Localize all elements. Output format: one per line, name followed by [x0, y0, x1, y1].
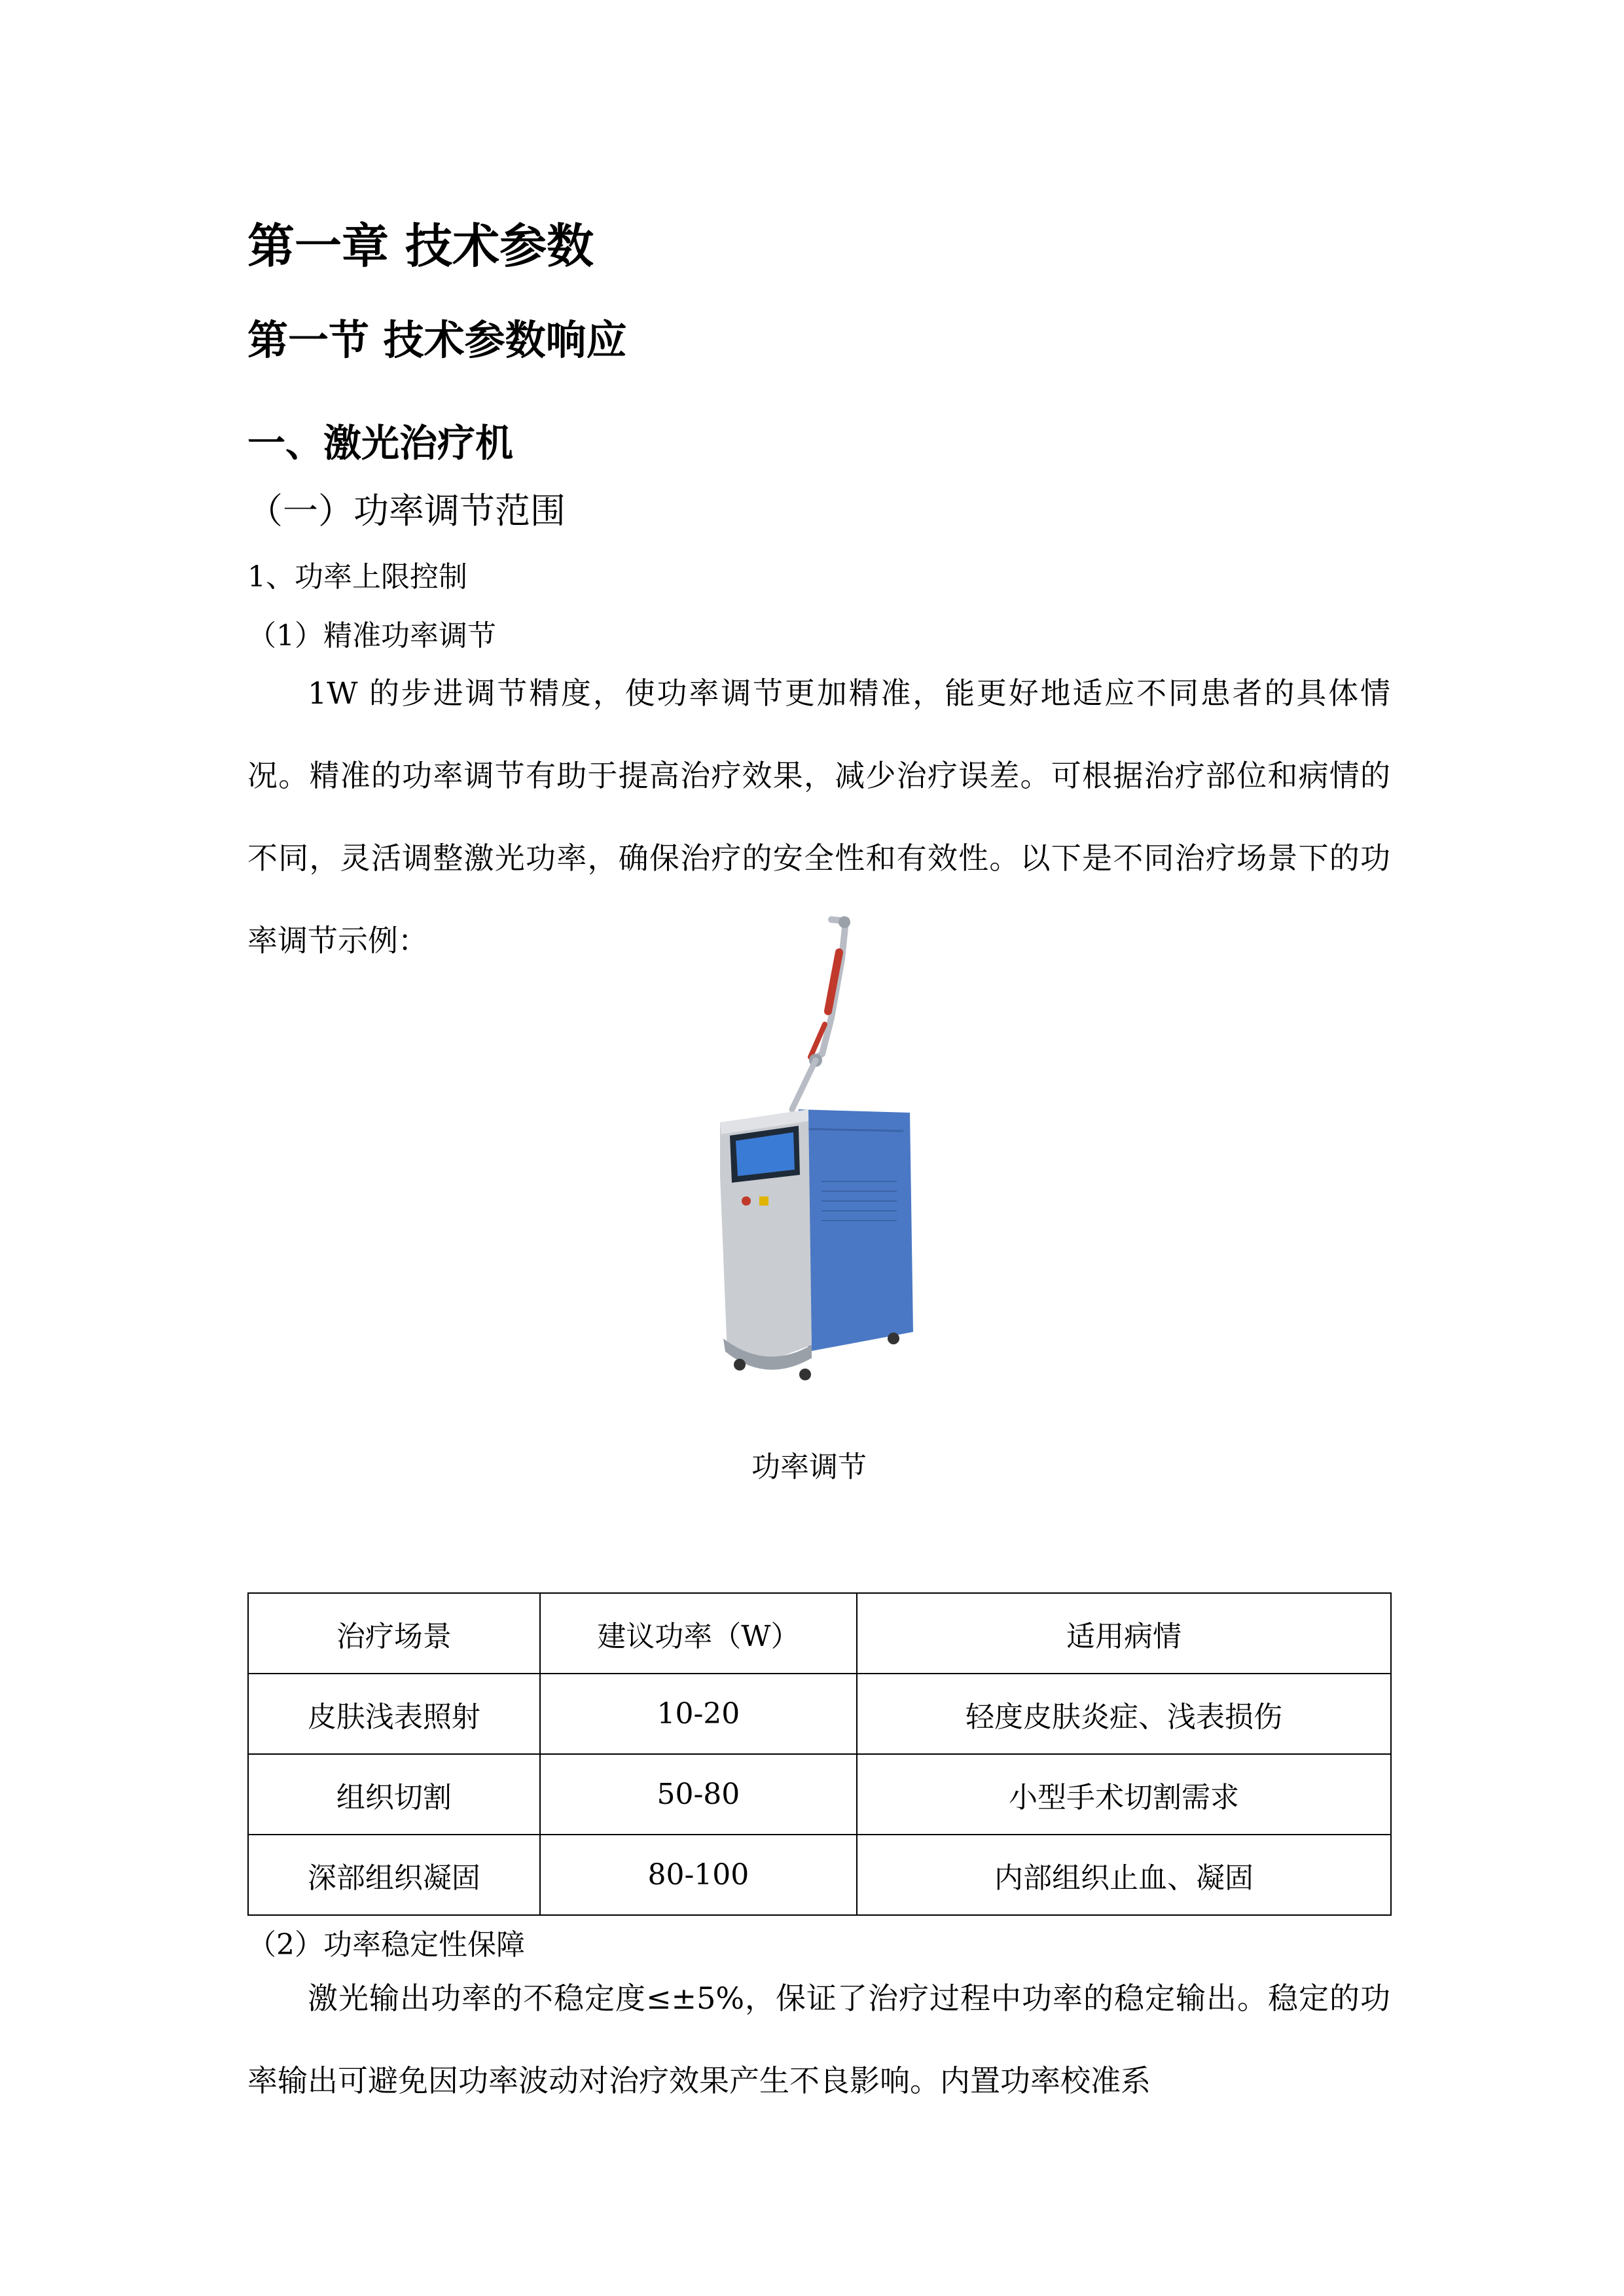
table-row	[248, 1754, 1391, 1835]
section-title: 第一节 技术参数响应	[247, 316, 627, 364]
table-cell: 皮肤浅表照射	[248, 1674, 540, 1754]
table-cell: 深部组织凝固	[248, 1835, 540, 1915]
laser-machine-image	[694, 913, 929, 1397]
table-row	[248, 1835, 1391, 1915]
figure-caption: 功率调节	[751, 1450, 867, 1484]
table-header-cell: 治疗场景	[248, 1593, 540, 1674]
paragraph-precise-adjust: 1W 的步进调节精度，使功率调节更加精准，能更好地适应不同患者的具体情况。精准的功率调节有助于提高治疗效果，减少治疗误差。可根据治疗部位和病情的不同，灵活调整激光功率，确保治疗的安全性和有效性。以下是不同治疗场景下的功率调节示例：	[247, 675, 1390, 958]
paragraph-stability: 激光输出功率的不稳定度≤±5%，保证了治疗过程中功率的稳定输出。稳定的功率输出可避免因功率波动对治疗效果产生不良影响。内置功率校准系	[247, 1981, 1390, 2098]
table-header-row	[248, 1593, 1391, 1674]
power-table	[247, 1592, 1392, 1916]
table-row	[248, 1674, 1391, 1754]
table-cell: 轻度皮肤炎症、浅表损伤	[857, 1674, 1391, 1754]
table-header-cell: 适用病情	[857, 1593, 1391, 1674]
table-cell: 80-100	[540, 1835, 857, 1915]
heading-power-limit: 1、功率上限控制	[247, 560, 467, 594]
table-cell: 10-20	[540, 1674, 857, 1754]
chapter-title: 第一章 技术参数	[247, 219, 594, 274]
table-cell: 小型手术切割需求	[857, 1754, 1391, 1835]
heading-precise-adjust: （1）精准功率调节	[247, 619, 496, 653]
table-cell: 50-80	[540, 1754, 857, 1835]
table-header-cell: 建议功率（W）	[540, 1593, 857, 1674]
table-cell: 组织切割	[248, 1754, 540, 1835]
table-cell: 内部组织止血、凝固	[857, 1835, 1391, 1915]
subsection-title: 一、激光治疗机	[247, 421, 514, 465]
heading-power-range: （一）功率调节范围	[247, 490, 566, 531]
heading-stability: （2）功率稳定性保障	[247, 1928, 525, 1962]
